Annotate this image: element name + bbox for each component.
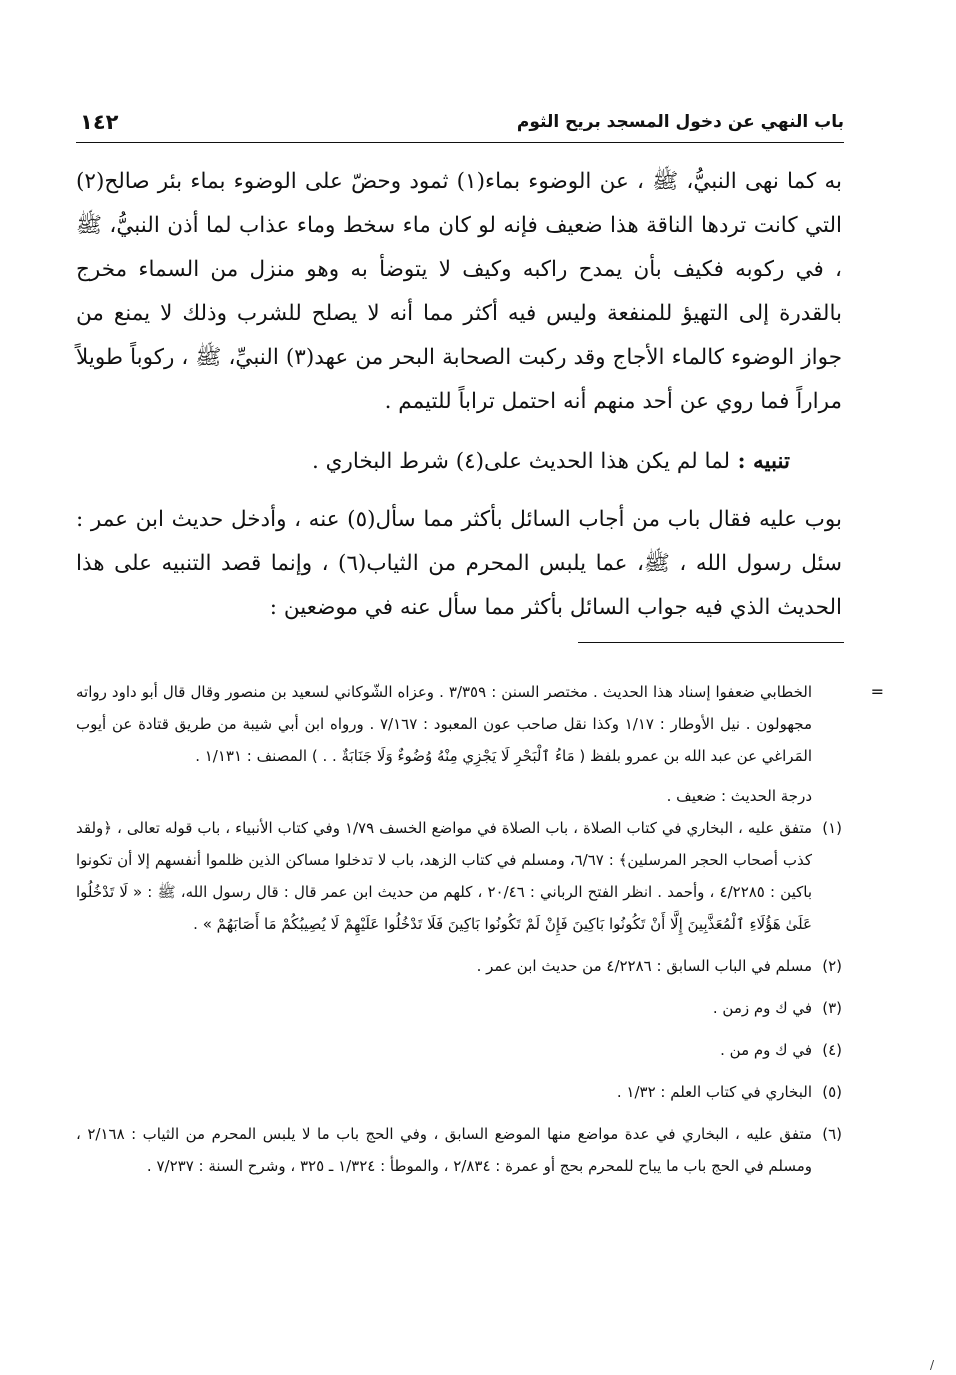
footnote-number: (٢) <box>822 957 842 975</box>
footnote-continued-text: الخطابي ضعفوا إسناد هذا الحديث . مختصر السنن : ٣/٣٥٩ . وعزاه الشّوكاني لسعيد بن منصور وقال قال أبو داود رواته مجهولون . نيل الأوطار : ١/١٧ وكذا نقل صاحب عون المعبود : ٧/١٦٧ . ورواه ابن أبي شيبة من طريق قتادة عن أيوب المَراغي عن عبد الله بن عمرو بلفظ ( مَاءُ ٱلْبَحْرِ لَا يَجْزِي مِنْهُ وُضُوءٌ وَلَا جَنَابَةٌ . . ) المصنف : ١/١٣١ . <box>76 683 812 765</box>
footnote-number: (١) <box>822 819 842 837</box>
footnote-separator <box>578 642 844 643</box>
footnote-text: مسلم في الباب السابق : ٤/٢٢٨٦ من حديث ابن عمر . <box>476 957 812 975</box>
footnote-text: البخاري في كتاب العلم : ١/٣٢ . <box>616 1083 812 1101</box>
hadith-grade: درجة الحديث : ضعيف . <box>666 787 812 805</box>
footnote-text: في ك وم زمن . <box>712 999 812 1017</box>
body-paragraph-2: بوب عليه فقال باب من أجاب السائل بأكثر مما سأل(٥) عنه ، وأدخل حديث ابن عمر : سئل رسول الله ، ﷺ، عما يلبس المحرم من الثياب(٦) ، وإنما قصد التنبيه على هذا الحديث الذي فيه جواب السائل بأكثر مما سأل عنه في موضعين : <box>76 507 842 620</box>
notice-paragraph <box>76 440 842 484</box>
footnotes <box>76 676 884 1182</box>
footnote-continued <box>76 676 884 772</box>
running-header <box>76 110 844 143</box>
notice-label: تنبيه : <box>737 449 790 474</box>
main-text <box>76 160 842 630</box>
footnote-item <box>76 812 842 940</box>
chapter-title: باب النهي عن دخول المسجد بريح الثوم <box>516 112 844 132</box>
footnote-number: (٤) <box>822 1041 842 1059</box>
scan-mark: / <box>930 1358 935 1372</box>
footnote-text: في ك وم من . <box>720 1041 812 1059</box>
footnote-text: متفق عليه ، البخاري في كتاب الصلاة ، باب الصلاة في مواضع الخسف ١/٧٩ وفي كتاب الأنبياء ، باب قوله تعالى ، ﴿ولقد كذب أصحاب الحجر المرسلين﴾ : ٦/٦٧، ومسلم في كتاب الزهد، باب لا تدخلوا مساكن الذين ظلموا أنفسهم إلا أن تكونوا باكين : ٤/٢٢٨٥ ، وأحمد . انظر الفتح الرباني : ٢٠/٤٦ ، كلهم من حديث ابن عمر قال : قال رسول الله، ﷺ : « لَا تَدْخُلُوا عَلَىٰ هَؤُلَاءِ ٱلْمُعَذَّبِينَ إِلَّا أَنْ تَكُونُوا بَاكِينَ فَإِنْ لَمْ تَكُونُوا بَاكِينَ فَلَا تَدْخُلُوا عَلَيْهِمْ لَا يُصِيبُكُمْ مَا أَصَابَهُمْ » . <box>76 819 813 933</box>
page-number: ١٤٢ <box>80 110 119 134</box>
footnote-item <box>76 1034 842 1066</box>
notice-text: لما لم يكن هذا الحديث على(٤) شرط البخاري . <box>311 449 731 474</box>
footnote-text: متفق عليه ، البخاري في عدة مواضع منها الموضع السابق ، وفي الحج باب ما لا يلبس المحرم من الثياب : ٢/١٦٨ ، ومسلم في الحج باب ما يباح للمحرم بحج أو عمرة : ٢/٨٣٤ ، والموطأ : ١/٣٢٤ ـ ٣٢٥ ، وشرح السنة : ٧/٢٣٧ . <box>76 1125 813 1175</box>
continuation-marker: = <box>870 682 884 701</box>
footnote-number: (٥) <box>822 1083 842 1101</box>
body-paragraph-1: به كما نهى النبيُّ، ﷺ ، عن الوضوء بماء(١) ثمود وحضّ على الوضوء بماء بئر صالح(٢) التي كانت تردها الناقة هذا ضعيف فإنه لو كان ماء سخط وماء عذاب لما أذن النبيُّ، ﷺ ، في ركوبه فكيف بأن يمدح راكبه وكيف لا يتوضأ به وهو منزل من السماء مخرج بالقدرة إلى التهيؤ للمنفعة وليس فيه أكثر مما أنه لا يصلح للشرب وذلك لا يمنع من جواز الوضوء كالماء الأجاج وقد ركبت الصحابة البحر من عهد(٣) النبيِّ، ﷺ ، ركوباً طويلاً مراراً فما روي عن أحد منهم أنه احتمل تراباً للتيمم . <box>76 169 842 414</box>
footnote-item <box>76 1118 842 1182</box>
footnote-item <box>76 1076 842 1108</box>
footnote-number: (٣) <box>822 999 842 1017</box>
footnote-item <box>76 992 842 1024</box>
footnote-number: (٦) <box>822 1125 842 1143</box>
footnote-item <box>76 950 842 982</box>
